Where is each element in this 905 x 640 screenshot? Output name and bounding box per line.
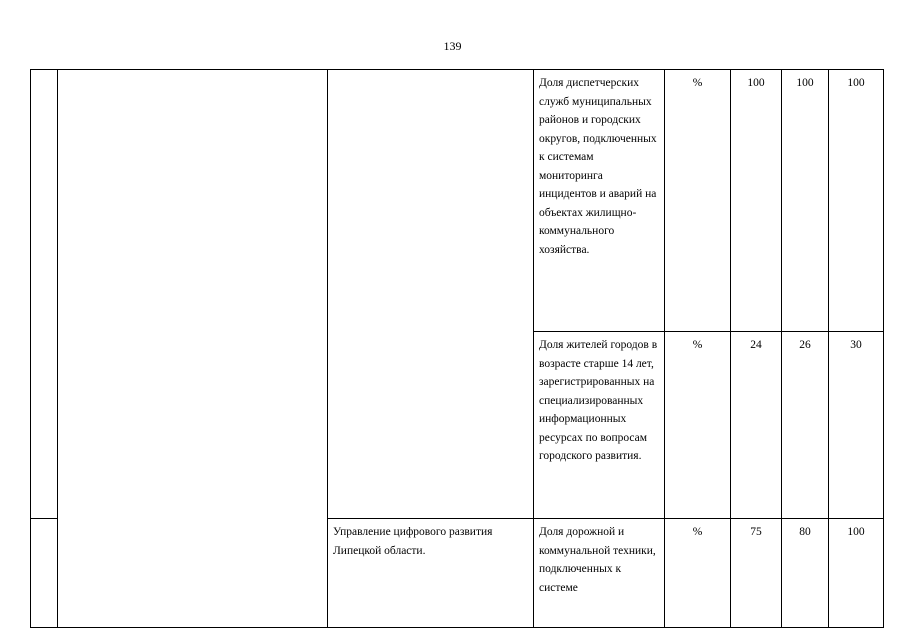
unit-cell: % [665, 332, 731, 519]
indicator-text: Доля диспетчерских служб муниципальных районов и городских округов, подключенных к системам мониторинга инцидентов и аварий на объектах жилищно-коммунального хозяйства. [539, 77, 657, 256]
unit-cell: % [665, 519, 731, 628]
indicator-text: Доля жителей городов в возрасте старше 14 лет, зарегистрированных на специализированных информационных ресурсах по вопросам городского развития. [539, 339, 658, 462]
unit-cell: % [665, 70, 731, 332]
value-cell: 26 [782, 332, 829, 519]
row-number-cell [31, 519, 58, 628]
value-cell: 100 [782, 70, 829, 332]
value-cell: 75 [731, 519, 782, 628]
indicator-cell [534, 332, 665, 519]
value-cell: 30 [829, 332, 884, 519]
agency-text: Управление цифрового развития Липецкой области. [333, 526, 493, 557]
value-cell: 100 [829, 70, 884, 332]
agency-cell [328, 70, 534, 519]
value-cell: 100 [731, 70, 782, 332]
measure-cell [58, 70, 328, 628]
indicator-cell [534, 519, 665, 628]
agency-cell [328, 519, 534, 628]
indicator-cell [534, 70, 665, 332]
table-row [31, 70, 884, 332]
indicators-table [30, 69, 884, 628]
value-cell: 80 [782, 519, 829, 628]
row-number-cell [31, 70, 58, 519]
page-number: 139 [443, 39, 462, 53]
value-cell: 24 [731, 332, 782, 519]
indicator-text: Доля дорожной и коммунальной техники, подключенных к системе [539, 526, 656, 594]
value-cell: 100 [829, 519, 884, 628]
